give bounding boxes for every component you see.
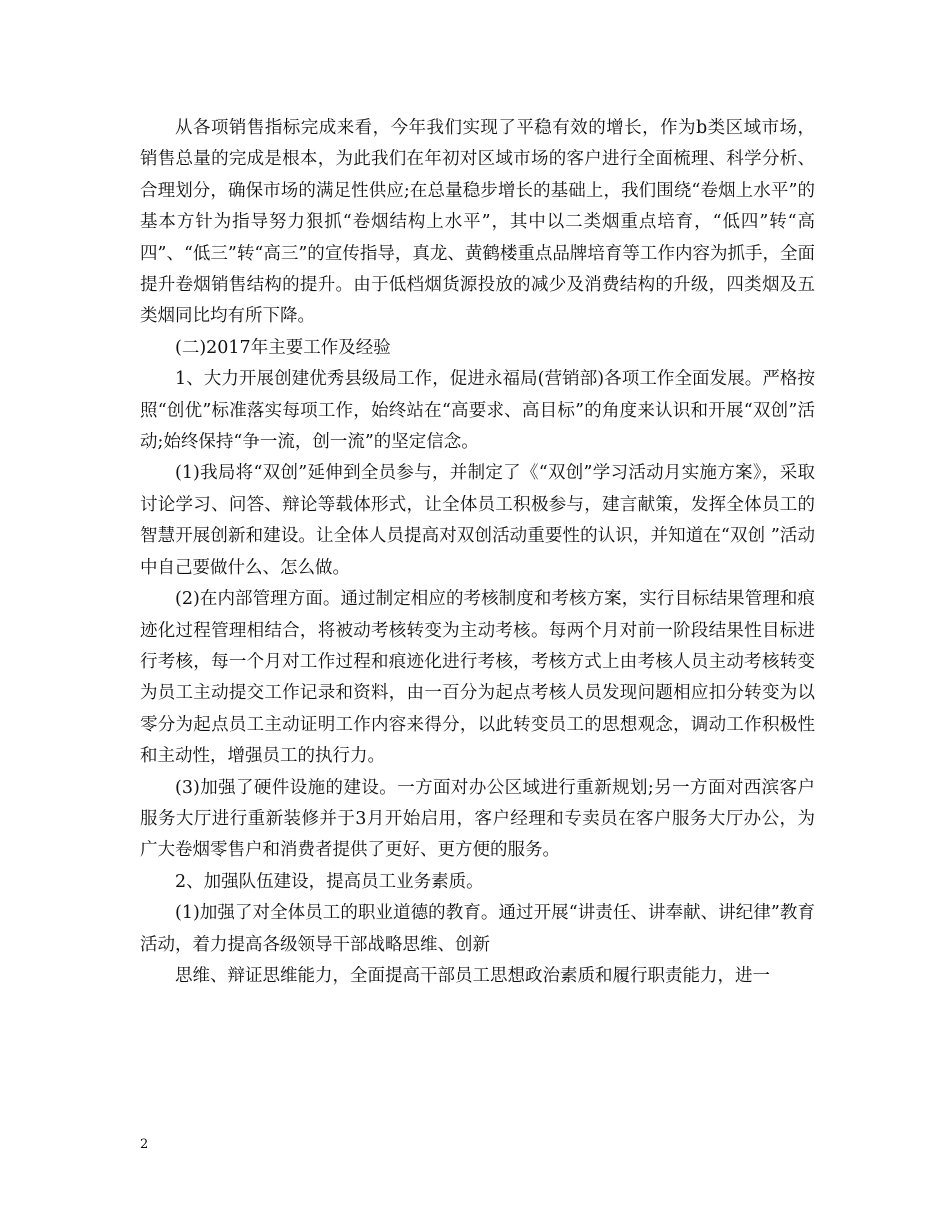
paragraph-item-2: 2、加强队伍建设，提高员工业务素质。 xyxy=(175,871,484,892)
paragraph-subitem-2-1: (1)加强了对全体员工的职业道德的教育。通过开展“讲责任、讲奉献、讲纪律”教育活动，着力提高各级领导干部战略思维、创新 xyxy=(140,903,815,955)
page-number: 2 xyxy=(140,1137,149,1152)
paragraph-subitem-1-2: (2)在内部管理方面。通过制定相应的考核制度和考核方案，实行目标结果管理和痕迹化过程管理相结合，将被动考核转变为主动考核。每两个月对前一阶段结果性目标进行考核，每一个月对工作过程和痕迹化进行考核，考核方式上由考核人员主动考核转变为员工主动提交工作记录和资料，由一百分为起点考核人员发现问题相应扣分转变为以零分为起点员工主动证明工作内容来得分，以此转变员工的思想观念，调动工作积极性和主动性，增强员工的执行力。 xyxy=(140,589,815,767)
section-heading-2017-work: (二)2017年主要工作及经验 xyxy=(175,337,391,358)
paragraph-sales-summary: 从各项销售指标完成来看，今年我们实现了平稳有效的增长，作为b类区域市场，销售总量的完成是根本，为此我们在年初对区域市场的客户进行全面梳理、科学分析、合理划分，确保市场的满足性供应;在总量稳步增长的基础上，我们围绕“卷烟上水平”的基本方针为指导努力狠抓“卷烟结构上水平”，其中以二类烟重点培育，“低四”转“高四”、“低三”转“高三”的宣传指导，真龙、黄鹤楼重点品牌培育等工作内容为抓手，全面提升卷烟销售结构的提升。由于低档烟货源投放的减少及消费结构的升级，四类烟及五类烟同比均有所下降。 xyxy=(140,118,815,327)
paragraph-subitem-1-1: (1)我局将“双创”延伸到全员参与，并制定了《“双创”学习活动月实施方案》，采取讨论学习、问答、辩论等载体形式，让全体员工积极参与，建言献策，发挥全体员工的智慧开展创新和建设。让全体人员提高对双创活动重要性的认识，并知道在“双创 ”活动中自己要做什么、怎么做。 xyxy=(140,463,815,578)
paragraph-continuation: 思维、辩证思维能力，全面提高干部员工思想政治素质和履行职责能力，进一 xyxy=(175,965,770,986)
paragraph-item-1: 1、大力开展创建优秀县级局工作，促进永福局(营销部)各项工作全面发展。严格按照“创优”标准落实每项工作，始终站在“高要求、高目标”的角度来认识和开展“双创”活动;始终保持“争一流，创一流”的坚定信念。 xyxy=(140,369,815,453)
paragraph-subitem-1-3: (3)加强了硬件设施的建设。一方面对办公区域进行重新规划;另一方面对西滨客户服务大厅进行重新装修并于3月开始启用，客户经理和专卖员在客户服务大厅办公，为广大卷烟零售户和消费者提供了更好、更方便的服务。 xyxy=(140,777,815,861)
document-body xyxy=(140,113,815,992)
